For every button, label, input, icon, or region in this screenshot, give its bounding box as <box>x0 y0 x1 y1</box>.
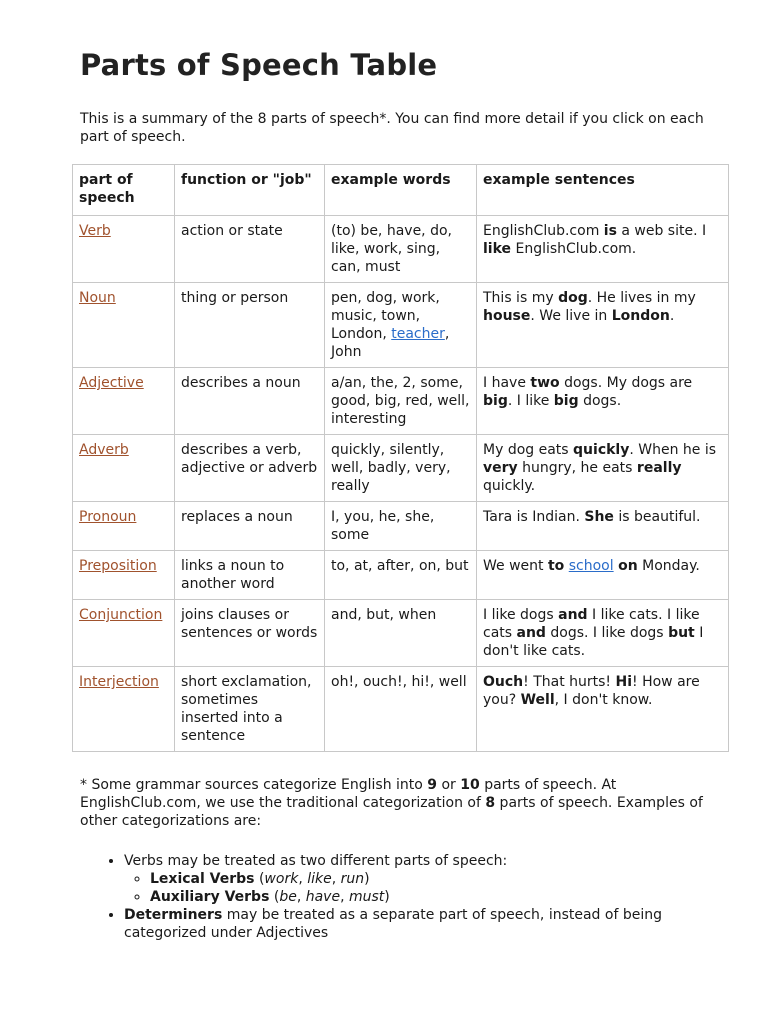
table-row <box>73 435 729 502</box>
bold-text: and <box>516 625 546 641</box>
text-span: , <box>331 871 341 887</box>
categorization-list <box>80 852 728 942</box>
text-span: may be treated as a separate part of speech, instead of being categorized under Adjectives <box>124 907 662 941</box>
text-span: , I don't know. <box>554 692 653 708</box>
part-of-speech-link[interactable]: Adjective <box>79 375 144 391</box>
cell-example-sentences <box>477 283 729 368</box>
table-row <box>73 368 729 435</box>
bold-text: two <box>530 375 560 391</box>
text-span: I don't like cats. <box>483 625 704 659</box>
text-span: a web site. I <box>616 223 707 239</box>
cell-part-of-speech <box>73 368 175 435</box>
text-span: dogs. I like dogs <box>545 625 669 641</box>
cell-example-words <box>325 283 477 368</box>
cell-example-sentences <box>477 502 729 551</box>
table-body <box>73 216 729 752</box>
text-span: . We live in <box>530 308 612 324</box>
text-span: ! How are you? <box>483 674 700 708</box>
text-span: I, you, he, she, some <box>331 509 435 543</box>
part-of-speech-link[interactable]: Preposition <box>79 558 157 574</box>
cell-function: links a noun to another word <box>175 551 325 600</box>
text-span: is beautiful. <box>613 509 701 525</box>
list-item <box>124 906 728 942</box>
bold-text: to <box>547 558 565 574</box>
cell-part-of-speech <box>73 600 175 667</box>
text-span: a/an, the, 2, some, good, big, red, well, interesting <box>331 375 470 427</box>
text-span: Tara is Indian. <box>483 509 585 525</box>
part-of-speech-link[interactable]: Adverb <box>79 442 129 458</box>
text-span: We went <box>483 558 548 574</box>
bold-text: Auxiliary Verbs <box>150 889 270 905</box>
text-span: parts of speech. Examples of other categorizations are: <box>80 795 703 829</box>
text-span: , <box>298 871 308 887</box>
cell-example-sentences <box>477 368 729 435</box>
bold-text: big <box>553 393 579 409</box>
cell-example-sentences <box>477 600 729 667</box>
text-span: , <box>340 889 349 905</box>
cell-example-sentences <box>477 667 729 752</box>
text-span: Monday. <box>637 558 700 574</box>
intro-paragraph: This is a summary of the 8 parts of speech*. You can find more detail if you click on each part of speech. <box>80 111 704 145</box>
italic-text: have <box>305 889 341 905</box>
text-span: ) <box>384 889 390 905</box>
bold-text: 8 <box>485 795 496 811</box>
bold-text: Ouch <box>483 674 524 690</box>
text-span: quickly, silently, well, badly, very, really <box>331 442 451 494</box>
text-span: My dog eats <box>483 442 574 458</box>
text-span: . I like <box>507 393 554 409</box>
text-span: ( <box>254 871 265 887</box>
italic-text: be <box>279 889 297 905</box>
text-span: parts of speech. At EnglishClub.com, we use the traditional categorization of <box>80 777 617 811</box>
cell-part-of-speech <box>73 216 175 283</box>
text-span: I like cats. I like cats <box>483 607 700 641</box>
sub-list-item <box>150 888 728 906</box>
text-span: EnglishClub.com <box>483 223 604 239</box>
text-span: quickly. <box>483 478 536 494</box>
part-of-speech-link[interactable]: Conjunction <box>79 607 163 623</box>
cell-function: joins clauses or sentences or words <box>175 600 325 667</box>
text-span: . He lives in my <box>587 290 696 306</box>
text-span: (to) be, have, do, like, work, sing, can, must <box>331 223 452 275</box>
text-span: I have <box>483 375 531 391</box>
bold-text: Lexical Verbs <box>150 871 255 887</box>
bold-text: London <box>611 308 670 324</box>
part-of-speech-link[interactable]: Noun <box>79 290 116 306</box>
page-title: Parts of Speech Table <box>80 48 438 82</box>
table-row <box>73 502 729 551</box>
list-item <box>124 852 728 906</box>
text-span: and, but, when <box>331 607 437 623</box>
header-part-of-speech: part of speech <box>73 165 175 216</box>
cell-part-of-speech <box>73 283 175 368</box>
header-example-words: example words <box>325 165 477 216</box>
text-span: , John <box>331 326 450 360</box>
bold-text: and <box>558 607 588 623</box>
bold-text: like <box>483 241 512 257</box>
bold-text: is <box>603 223 617 239</box>
bold-text: but <box>668 625 695 641</box>
cell-example-sentences <box>477 216 729 283</box>
bold-text: dog <box>558 290 588 306</box>
bold-text: 9 <box>427 777 438 793</box>
cell-function: action or state <box>175 216 325 283</box>
cell-example-words <box>325 667 477 752</box>
cell-part-of-speech <box>73 667 175 752</box>
table-row <box>73 667 729 752</box>
cell-part-of-speech <box>73 551 175 600</box>
text-span: . <box>669 308 675 324</box>
bold-text: 10 <box>460 777 480 793</box>
cell-function: short exclamation, sometimes inserted into a sentence <box>175 667 325 752</box>
cell-part-of-speech <box>73 502 175 551</box>
cell-example-sentences <box>477 551 729 600</box>
bold-text: Well <box>520 692 555 708</box>
inline-link[interactable]: teacher <box>391 326 445 342</box>
text-span: ) <box>364 871 370 887</box>
cell-function: thing or person <box>175 283 325 368</box>
bold-text: house <box>483 308 531 324</box>
bold-text: on <box>618 558 638 574</box>
bold-text: really <box>636 460 682 476</box>
sub-list-item <box>150 870 728 888</box>
cell-function: replaces a noun <box>175 502 325 551</box>
part-of-speech-link[interactable]: Pronoun <box>79 509 137 525</box>
text-span: hungry, he eats <box>517 460 637 476</box>
part-of-speech-link[interactable]: Verb <box>79 223 111 239</box>
cell-example-words <box>325 600 477 667</box>
header-function: function or "job" <box>175 165 325 216</box>
cell-example-words <box>325 216 477 283</box>
text-span: This is my <box>483 290 559 306</box>
italic-text: like <box>307 871 332 887</box>
bold-text: She <box>584 509 614 525</box>
text-span: I like dogs <box>483 607 559 623</box>
italic-text: run <box>340 871 365 887</box>
cell-part-of-speech <box>73 435 175 502</box>
inline-link[interactable]: school <box>568 558 614 574</box>
italic-text: work <box>264 871 299 887</box>
table-row <box>73 283 729 368</box>
text-span: to, at, after, on, but <box>331 558 469 574</box>
text-span: or <box>437 777 461 793</box>
cell-function: describes a verb, adjective or adverb <box>175 435 325 502</box>
cell-example-sentences <box>477 435 729 502</box>
header-example-sentences: example sentences <box>477 165 729 216</box>
text-span: ! That hurts! <box>523 674 616 690</box>
bold-text: big <box>483 393 508 409</box>
text-span: oh!, ouch!, hi!, well <box>331 674 467 690</box>
text-span: * Some grammar sources categorize English into <box>80 777 428 793</box>
part-of-speech-link[interactable]: Interjection <box>79 674 159 690</box>
cell-example-words <box>325 551 477 600</box>
text-span: . When he is <box>629 442 717 458</box>
text-span: dogs. My dogs are <box>559 375 693 391</box>
text-span: pen, dog, work, music, town, London, <box>331 290 440 342</box>
cell-function: describes a noun <box>175 368 325 435</box>
bold-text: very <box>483 460 518 476</box>
parts-of-speech-table <box>72 164 729 752</box>
table-row <box>73 600 729 667</box>
bold-text: Hi <box>615 674 633 690</box>
cell-example-words <box>325 435 477 502</box>
table-header-row <box>73 165 729 216</box>
footnote-paragraph <box>80 776 720 830</box>
table-row <box>73 551 729 600</box>
bold-text: quickly <box>573 442 630 458</box>
text-span: ( <box>269 889 280 905</box>
sub-list <box>124 870 728 906</box>
text-span: EnglishClub.com. <box>511 241 637 257</box>
table-row <box>73 216 729 283</box>
cell-example-words <box>325 368 477 435</box>
text-span: Verbs may be treated as two different parts of speech: <box>124 853 508 869</box>
bold-text: Determiners <box>124 907 223 923</box>
cell-example-words <box>325 502 477 551</box>
text-span: , <box>296 889 306 905</box>
italic-text: must <box>349 889 385 905</box>
text-span: dogs. <box>578 393 622 409</box>
